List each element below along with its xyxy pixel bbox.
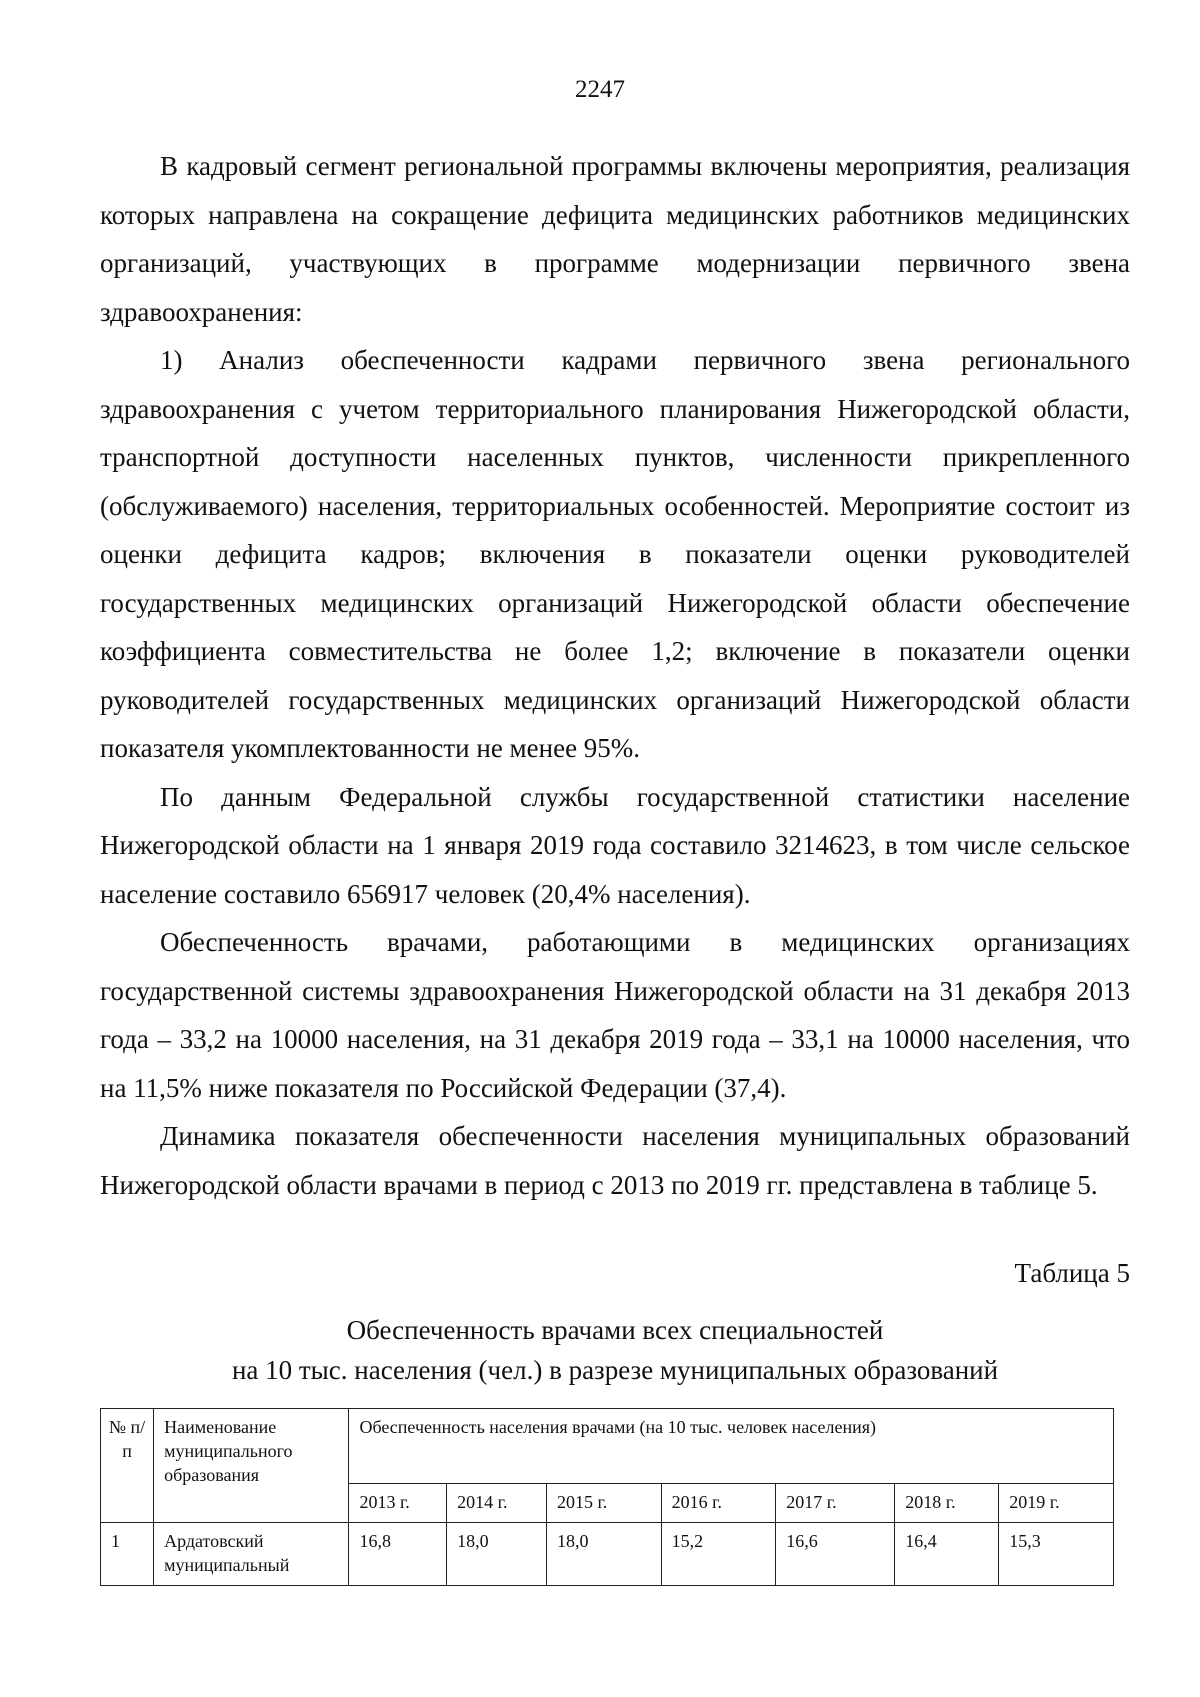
table-header-row [101,1409,1114,1484]
paragraph-dynamics: Динамика показателя обеспеченности населения муниципальных образований Нижегородской области врачами в период с 2013 по 2019 гг. представлена в таблице 5. [100,1121,1130,1200]
row-municipality: Ардатовский муниципальный [154,1523,349,1586]
header-year: 2017 г. [776,1484,895,1523]
body-text [100,142,1130,1209]
row-value: 18,0 [447,1523,547,1586]
row-value: 18,0 [546,1523,661,1586]
paragraph-item-1: 1) Анализ обеспеченности кадрами первичного звена регионального здравоохранения с учетом территориального планирования Нижегородской области, транспортной доступности населенных пунктов, численности прикрепленного (обслуживаемого) населения, территориальных особенностей. Мероприятие состоит из оценки дефицита кадров; включения в показатели оценки руководителей государственных медицинских организаций Нижегородской области обеспечение коэффициента совместительства не более 1,2; включение в показатели оценки руководителей государственных медицинских организаций Нижегородской области показателя укомплектованности не менее 95%. [100,345,1130,763]
header-year: 2018 г. [895,1484,999,1523]
table-label: Таблица 5 [1014,1258,1130,1288]
table-caption-line-2: на 10 тыс. населения (чел.) в разрезе муниципальных образований [231,1355,999,1385]
table-caption [100,1310,1130,1390]
row-value: 15,2 [661,1523,776,1586]
header-year: 2014 г. [447,1484,547,1523]
header-number: № п/п [101,1409,154,1523]
paragraph-doctor-supply: Обеспеченность врачами, работающими в медицинских организациях государственной системы здравоохранения Нижегородской области на 31 декабря 2013 года – 33,2 на 10000 населения, на 31 декабря 2019 года – 33,1 на 10000 населения, что на 11,5% ниже показателя по Российской Федерации (37,4). [100,927,1130,1103]
header-supply-group: Обеспеченность населения врачами (на 10 тыс. человек населения) [349,1409,1114,1484]
header-year: 2019 г. [999,1484,1114,1523]
row-value: 15,3 [999,1523,1114,1586]
table-row [101,1523,1114,1586]
header-municipality: Наименование муниципального образования [154,1409,349,1523]
row-value: 16,6 [776,1523,895,1586]
table-caption-line-1: Обеспеченность врачами всех специальностей [346,1315,884,1345]
header-year: 2015 г. [546,1484,661,1523]
paragraph-intro: В кадровый сегмент региональной программы включены мероприятия, реализация которых направлена на сокращение дефицита медицинских работников медицинских организаций, участвующих в программе модернизации первичного звена здравоохранения: [100,151,1130,327]
row-value: 16,4 [895,1523,999,1586]
row-number: 1 [101,1523,154,1586]
page-number: 2247 [575,76,625,103]
paragraph-population: По данным Федеральной службы государственной статистики население Нижегородской области на 1 января 2019 года составило 3214623, в том числе сельское население составило 656917 человек (20,4% населения). [100,781,1130,909]
row-value: 16,8 [349,1523,447,1586]
header-year: 2016 г. [661,1484,776,1523]
header-year: 2013 г. [349,1484,447,1523]
doctor-supply-table [100,1408,1114,1586]
